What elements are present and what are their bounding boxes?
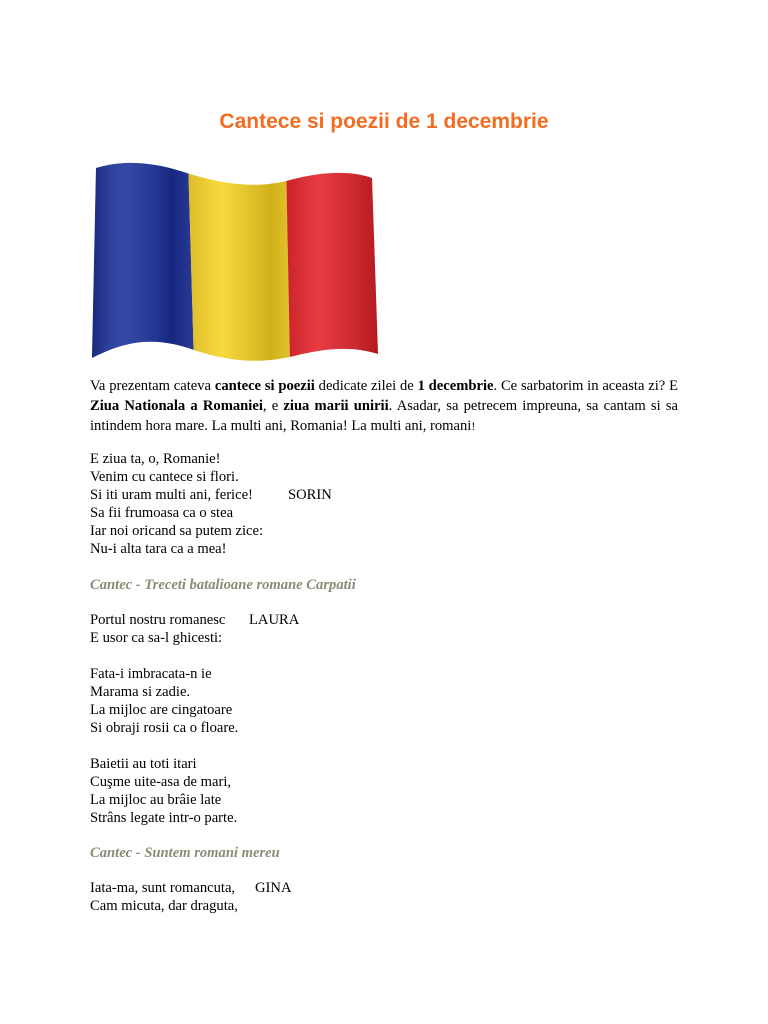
reciter-name: SORIN xyxy=(288,487,332,503)
poem-3 xyxy=(90,879,292,915)
intro-text: , e xyxy=(262,398,284,414)
poem-line: Sa fii frumoasa ca o stea xyxy=(90,505,234,521)
poem-line: Iar noi oricand sa putem zice: xyxy=(90,523,264,539)
poem-2-stanza-3 xyxy=(90,755,237,827)
poem-line: Fata-i imbracata-n ie xyxy=(90,666,212,682)
poem-line: La mijloc au brâie late xyxy=(90,792,222,808)
poem-2-stanza-1 xyxy=(90,611,300,647)
intro-text: Va prezentam cateva xyxy=(90,378,215,394)
reciter-name: LAURA xyxy=(249,612,300,628)
poem-line-text: Si iti uram multi ani, ferice! xyxy=(90,487,253,503)
intro-paragraph xyxy=(90,376,678,436)
page-title: Cantece si poezii de 1 decembrie xyxy=(219,110,549,133)
poem-line-text: Iata-ma, sunt romancuta, xyxy=(90,880,236,896)
poem-line: Cuşme uite-asa de mari, xyxy=(90,774,232,790)
poem-line xyxy=(90,611,300,629)
intro-bold-text: Ziua Nationala a Romaniei xyxy=(90,398,263,414)
intro-text: . Ce sarbatorim in aceasta zi? E xyxy=(493,378,678,394)
intro-text: dedicate zilei de xyxy=(314,378,418,394)
poem-line: Strâns legate intr-o parte. xyxy=(90,810,238,826)
section-heading: Cantec - Treceti batalioane romane Carpatii xyxy=(90,577,356,593)
poem-1 xyxy=(90,450,332,558)
intro-bold-text: ziua marii unirii xyxy=(283,398,389,414)
poem-line: E usor ca sa-l ghicesti: xyxy=(90,630,223,646)
romanian-flag-image xyxy=(90,158,382,364)
poem-line-text: Portul nostru romanesc xyxy=(90,612,226,628)
intro-bold-text: cantece si poezii xyxy=(214,378,315,394)
poem-line: La mijloc are cingatoare xyxy=(90,702,233,718)
reciter-name: GINA xyxy=(255,880,292,896)
poem-line xyxy=(90,879,292,897)
section-heading: Cantec - Suntem romani mereu xyxy=(90,845,280,861)
poem-line: Nu-i alta tara ca a mea! xyxy=(90,541,227,557)
intro-text: . Asadar, sa petrecem impreuna, sa cantam si sa intindem hora mare. La multi ani, Romania! La multi ani, romani xyxy=(90,398,679,434)
poem-line: Cam micuta, dar draguta, xyxy=(90,898,238,914)
poem-line: Venim cu cantece si flori. xyxy=(90,469,239,485)
poem-line: Marama si zadie. xyxy=(90,684,191,700)
poem-line xyxy=(90,486,332,504)
intro-text: ! xyxy=(471,419,476,433)
poem-2-stanza-2 xyxy=(90,665,238,737)
poem-line: Baietii au toti itari xyxy=(90,756,197,772)
poem-line: Si obraji rosii ca o floare. xyxy=(90,720,239,736)
intro-bold-text: 1 decembrie xyxy=(417,378,494,394)
poem-line: E ziua ta, o, Romanie! xyxy=(90,451,221,467)
